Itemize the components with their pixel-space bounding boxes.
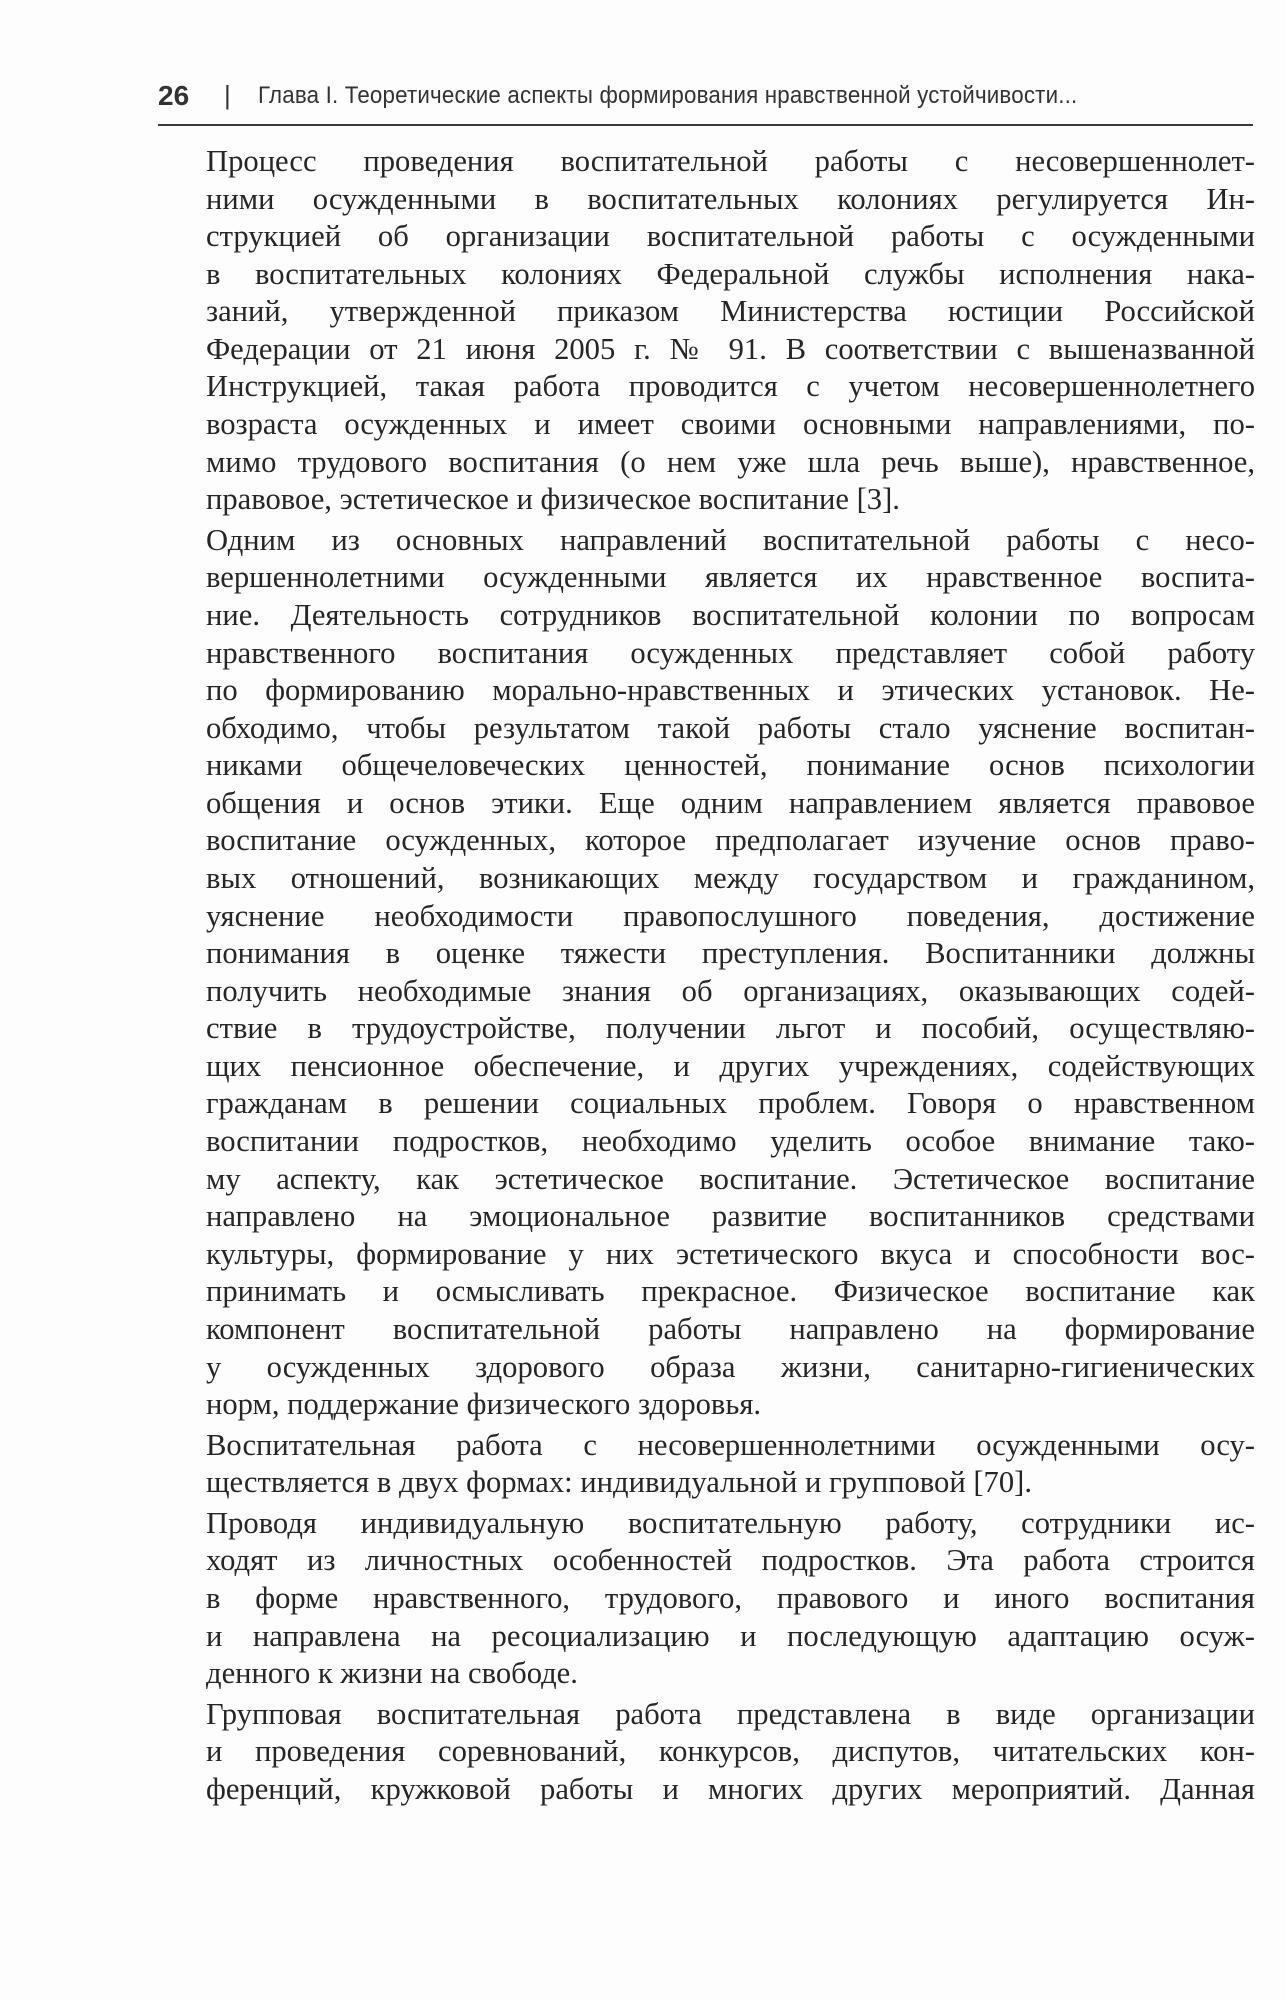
header-separator: | [224,80,231,110]
text-line: уяснение необходимости правопослушного поведения, достижение [206,898,1255,933]
text-line: мимо трудового воспитания (о нем уже шла речь выше), нравственное, [206,444,1255,479]
paragraph [190,1427,1255,1502]
text-line: заний, утвержденной приказом Министерства юстиции Российской [206,294,1255,329]
text-line: Проводя индивидуальную воспитательную работу, сотрудники ис- [206,1505,1255,1540]
text-line: Федерации от 21 июня 2005 г. № 91. В соответствии с вышеназванной [206,331,1255,366]
text-line: норм, поддержание физического здоровья. [206,1387,762,1422]
body-text [190,143,1255,1811]
text-line: и направлена на ресоциализацию и последующую адаптацию осуж- [206,1618,1255,1653]
paragraph [190,1696,1255,1809]
text-line: никами общечеловеческих ценностей, понимание основ психологии [206,748,1255,783]
text-line: правовое, эстетическое и физическое воспитание [3]. [206,482,900,517]
text-line: Процесс проведения воспитательной работы с несовершеннолет- [206,144,1255,178]
page-number: 26 [158,80,190,111]
text-line: струкцией об организации воспитательной работы с осужденными [206,219,1255,254]
text-line: ствие в трудоустройстве, получении льгот и пособий, осуществляю- [206,1011,1255,1046]
text-line: принимать и осмысливать прекрасное. Физическое воспитание как [206,1274,1255,1309]
running-head [158,72,1253,126]
text-line: ние. Деятельность сотрудников воспитательной колонии по вопросам [206,597,1255,632]
text-line: направлено на эмоциональное развитие воспитанников средствами [206,1199,1255,1234]
chapter-title: Глава I. Теоретические аспекты формирования нравственной устойчивости... [258,82,1078,109]
text-line: денного к жизни на свободе. [206,1656,578,1691]
text-line: Групповая воспитательная работа представлена в виде организации [206,1696,1255,1731]
text-line: гражданам в решении социальных проблем. Говоря о нравственном [206,1086,1255,1121]
text-line: обходимо, чтобы результатом такой работы стало уяснение воспитан- [206,710,1255,745]
paragraph [190,522,1255,1424]
text-line: Инструкцией, такая работа проводится с учетом несовершеннолетнего [206,369,1255,404]
text-line: воспитание осужденных, которое предполагает изучение основ право- [206,823,1255,858]
text-line: в воспитательных колониях Федеральной службы исполнения нака- [206,256,1255,291]
paragraph [190,143,1255,519]
text-line: в форме нравственного, трудового, правового и иного воспитания [206,1580,1255,1615]
text-line: и проведения соревнований, конкурсов, диспутов, читательских кон- [206,1734,1255,1769]
text-line: ществляется в двух формах: индивидуальной и групповой [70]. [206,1465,1032,1500]
text-line: ними осужденными в воспитательных колониях регулируется Ин- [206,181,1255,216]
text-line: нравственного воспитания осужденных представляет собой работу [206,635,1255,670]
text-line: воспитании подростков, необходимо уделить особое внимание тако- [206,1124,1255,1159]
text-line: ференций, кружковой работы и многих других мероприятий. Данная [206,1771,1255,1806]
text-line: у осужденных здорового образа жизни, санитарно-гигиенических [206,1349,1255,1384]
text-line: вершеннолетними осужденными является их нравственное воспита- [206,560,1255,595]
text-line: возраста осужденных и имеет своими основными направлениями, по- [206,407,1255,442]
text-line: Воспитательная работа с несовершеннолетними осужденными осу- [206,1427,1255,1462]
text-line: му аспекту, как эстетическое воспитание. Эстетическое воспитание [206,1161,1255,1196]
text-line: Одним из основных направлений воспитательной работы с несо- [206,522,1255,557]
text-line: вых отношений, возникающих между государством и гражданином, [206,860,1255,895]
text-line: компонент воспитательной работы направлено на формирование [206,1311,1255,1346]
text-line: культуры, формирование у них эстетического вкуса и способности вос- [206,1236,1255,1271]
paragraph [190,1505,1255,1693]
text-line: ходят из личностных особенностей подростков. Эта работа строится [206,1543,1255,1578]
text-line: понимания в оценке тяжести преступления. Воспитанники должны [206,936,1255,971]
text-line: получить необходимые знания об организациях, оказывающих содей- [206,973,1255,1008]
text-line: по формированию морально-нравственных и этических установок. Не- [206,673,1255,708]
text-line: общения и основ этики. Еще одним направлением является правовое [206,785,1255,820]
text-line: щих пенсионное обеспечение, и других учреждениях, содействующих [206,1048,1255,1083]
